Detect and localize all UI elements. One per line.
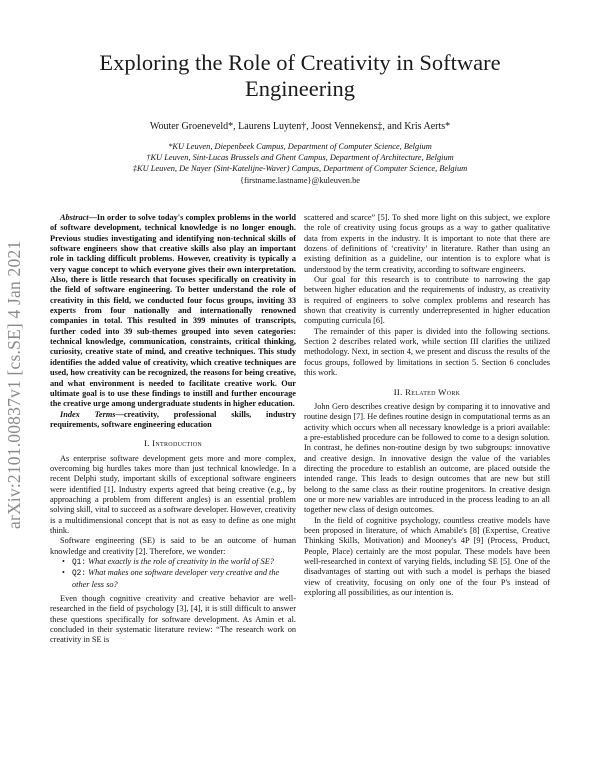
intro-paragraph-3: Even though cognitive creativity and creative behavior are well-researched in the field of psychology [3], [4], it is still difficult to answer these questions specifically for software development. As Amin et al. concluded in their systematic literature review: “The research work on creativity in SE is — [50, 594, 296, 645]
affiliation-2: †KU Leuven, Sint-Lucas Brussels and Ghent Campus, Department of Architecture, Belgium — [146, 153, 454, 163]
affiliation-1: *KU Leuven, Diepenbeek Campus, Department of Computer Science, Belgium — [168, 142, 432, 151]
index-terms — [50, 410, 296, 431]
affiliations — [60, 141, 540, 186]
question-label: Q1: — [72, 559, 87, 567]
question-label: Q2: — [72, 570, 87, 579]
index-terms-label: Index Terms — [60, 409, 116, 419]
research-question-2 — [62, 568, 296, 590]
related-work-paragraph-1: John Gero describes creative design by comparing it to innovative and routine design [7]. He defines routine design in computational terms as an activity which occurs when all necessary knowledge is a priori available: a pre-established procedure can be followed to come to a design solution. In contrast, he defines non-routine design by two subgroups: innovative and creative design. In innovative design the value of the variables directing the procedure to establish an outcome, are placed outside the intended range. This leads to design outcomes that are new but still belong to the same class as their routine progenitors. In creative design one or more new variables are introduced in the process leading to an all together new class of design outcomes. — [304, 401, 550, 515]
author-email: {firstname.lastname}@kuleuven.be — [240, 175, 360, 185]
arxiv-stamp: arXiv:2101.00837v1 [cs.SE] 4 Jan 2021 — [4, 240, 24, 530]
abstract — [50, 213, 296, 410]
related-work-paragraph-2: In the field of cognitive psychology, countless creative models have been proposed in literature, of which Amabile's [8] (Expertise, Creative Thinking Skills, Motivation) and Mooney's 4P [9] (Process, Product, People, Place) certainly are the most popular. These models have been well-researched in context of varying fields, including SE [5]. One of the disadvantages of starting out with such a model is perhaps the biased view of creativity, focusing on only one of the four P's instead of exploring all possibilities, as our intention is. — [304, 515, 550, 598]
author-list: Wouter Groeneveld*, Laurens Luyten†, Joost Vennekens‡, and Kris Aerts* — [149, 121, 451, 132]
section-heading-related-work: II. Related Work — [393, 386, 461, 397]
index-terms-text: —creativity, professional skills, industry requirements, software engineering education — [50, 409, 297, 429]
abstract-label: Abstract — [60, 213, 89, 222]
bullet-icon: • — [62, 557, 65, 566]
intro-paragraph-1: As enterprise software development gets more and more complex, overcoming big hurdles takes more than just technical knowledge. In a recent Delphi study, important skills of exceptional software engineers were identified [1]. Industry experts agreed that being creative (e.g., by approaching a problem from different angles) is an essential problem solving skill, vital to succeed as a software developer. However, creativity is a multidimensional concept that is not as easy to define as one might think. — [50, 453, 296, 535]
affiliation-3: ‡KU Leuven, De Nayer (Sint-Katelijne-Waver) Campus, Department of Computer Science, Belgium — [132, 164, 468, 174]
bullet-icon: • — [62, 568, 65, 578]
intro-paragraph-3-continued: scattered and scarce” [5]. To shed more light on this subject, we explore the role of creativity using focus groups as a way to gather qualitative data from experts in the industry. It is important to note that there are dozens of definitions of ‘creativity’ in literature. Rather than using an existing definition as a guideline, our intention is to explore what is understood by the term creativity, according to software engineers. — [304, 213, 550, 274]
question-text: What exactly is the role of creativity in the world of SE? — [88, 557, 274, 566]
question-text: What makes one software developer very creative and the other less so? — [72, 568, 280, 589]
right-column — [304, 213, 550, 598]
left-column — [50, 213, 296, 646]
abstract-text: —In order to solve today's complex problems in the world of software development, technical knowledge is no longer enough. Previous studies investigating and identifying non-technical skills of software engineers show that creative skills also play an important role in tackling difficult problems. However, creativity is typically a very vague concept to which everyone gives their own interpretation. Also, there is little research that focuses specifically on creativity in the field of software engineering. To better understand the role of creativity in this field, we conducted four focus groups, inviting 33 experts from four nationally and internationally renowned companies in total. This resulted in 399 minutes of transcripts, further coded into 39 sub-themes grouped into seven categories: technical knowledge, communication, constraints, critical thinking, curiosity, creative state of mind, and creative techniques. This study identifies the added value of creativity, which creative techniques are used, how creativity can be recognized, the reasons for being creative, and what environment is needed to facilitate creative work. Our ultimate goal is to use these findings to instill and further encourage the creative urge among undergraduate students in higher education. — [50, 213, 296, 409]
intro-paragraph-5: The remainder of this paper is divided into the following sections. Section 2 describes related work, while section III clarifies the utilized methodology. Next, in section 4, we present and discuss the results of the focus groups, followed by limitations in section 5. Section 6 concludes this work. — [304, 326, 550, 378]
section-heading-introduction: I. Introduction — [143, 438, 203, 449]
research-question-1 — [62, 557, 296, 568]
paper-title: Exploring the Role of Creativity in Software Engineering — [99, 50, 501, 101]
research-questions — [50, 557, 296, 590]
intro-paragraph-2: Software engineering (SE) is said to be an outcome of human knowledge and creativity [2]. Therefore, we wonder: — [50, 536, 296, 556]
intro-paragraph-4: Our goal for this research is to contribute to narrowing the gap between higher education and the requirements of industry, as creativity is required of engineers to solve complex problems and research has shown that creativity is currently underrepresented in higher education computing curricula [6]. — [304, 275, 550, 326]
